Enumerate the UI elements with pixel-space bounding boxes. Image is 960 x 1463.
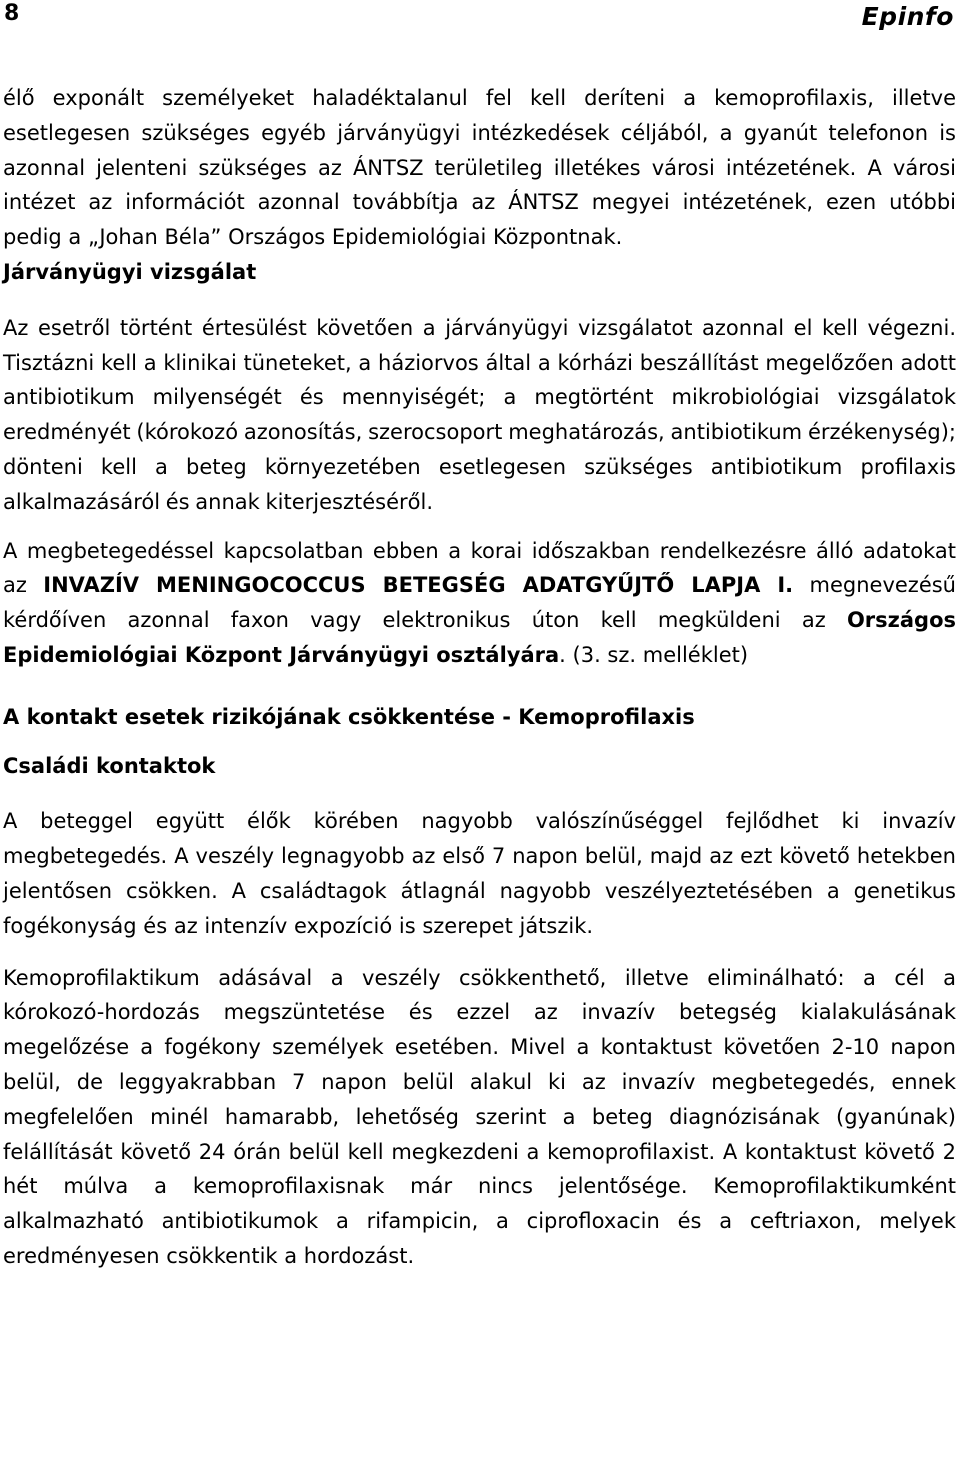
heading-epidemiological-investigation: Járványügyi vizsgálat [3, 259, 257, 284]
paragraph-investigation: Az esetről történt értesülést követően a járványügyi vizsgálatot azonnal el kell végezni. Tisztázni kell a klinikai tüneteket, a háziorvos által a kórházi beszállítást megelőzően adott antibiotikum milyenségét és mennyiségét; a megtörtént mikrobiológiai vizsgálatok eredményét (kórokozó azonosítás, szerocsoport meghatározás, antibiotikum érzékenység); dönteni kell a beteg környezetében esetlegesen szükséges antibiotikum profilaxis alkalmazásáról és annak kiterjesztéséről. [3, 315, 956, 514]
heading-family-contacts: Családi kontaktok [3, 753, 216, 778]
text-run: A megbetegedéssel kapcsolatban ebben a korai időszakban rendelkezésre álló adatokat az [3, 538, 956, 598]
document-body [3, 81, 956, 1274]
heading-contact-risk-reduction: A kontakt esetek rizikójának csökkentése - Kemoprofilaxis [3, 704, 695, 729]
paragraph-data-sheet [3, 534, 956, 673]
paragraph-chemoprophylaxis: Kemoprofilaktikum adásával a veszély csökkenthető, illetve eliminálható: a cél a kórokozó-hordozás megszüntetése és ezzel az invazív betegség kialakulásának megelőzése a fogékony személyek esetében. Mivel a kontaktust követően 2-10 napon belül, de leggyakrabban 7 napon belül alakul ki az invazív megbetegedés, ennek megfelelően minél hamarabb, lehetőség szerint a beteg diagnózisának (gyanúnak) felállítását követő 24 órán belül kell megkezdeni a kemoprofilaxist. A kontaktust követő 2 hét múlva a kemoprofilaxisnak már nincs jelentősége. Kemoprofilaktikumként alkalmazható antibiotikumok a rifampicin, a ciprofloxacin és a ceftriaxon, melyek eredményesen csökkentik a hordozást. [3, 965, 956, 1268]
text-run: . (3. sz. melléklet) [559, 642, 749, 667]
page-number: 8 [4, 1, 20, 26]
paragraph-family-risk: A beteggel együtt élők körében nagyobb valószínűséggel fejlődhet ki invazív megbetegedés. A veszély legnagyobb az első 7 napon belül, majd az ezt követő hetekben jelentősen csökken. A családtagok átlagnál nagyobb veszélyeztetésében a genetikus fogékonyság és az intenzív expozíció is szerepet játszik. [3, 809, 956, 938]
brand-logo: Epinfo [861, 2, 954, 31]
department-name: Országos Epidemiológiai Központ Járványügyi osztályára [3, 608, 956, 667]
paragraph-notification: élő exponált személyeket haladéktalanul fel kell deríteni a kemoprofilaxis, illetve esetlegesen szükséges egyéb járványügyi intézkedések céljából, a gyanút telefonon is azonnal jelenteni szükséges az ÁNTSZ területileg illetékes városi intézetének. A városi intézet az információt azonnal továbbítja az ÁNTSZ megyei intézetének, ezen utóbbi pedig a „Johan Béla” Országos Epidemiológiai Központnak. [3, 86, 956, 250]
text-run: megnevezésű kérdőíven azonnal faxon vagy elektronikus úton kell megküldeni az [3, 573, 956, 633]
form-name: INVAZÍV MENINGOCOCCUS BETEGSÉG ADATGYŰJTŐ LAPJA I. [43, 573, 794, 598]
